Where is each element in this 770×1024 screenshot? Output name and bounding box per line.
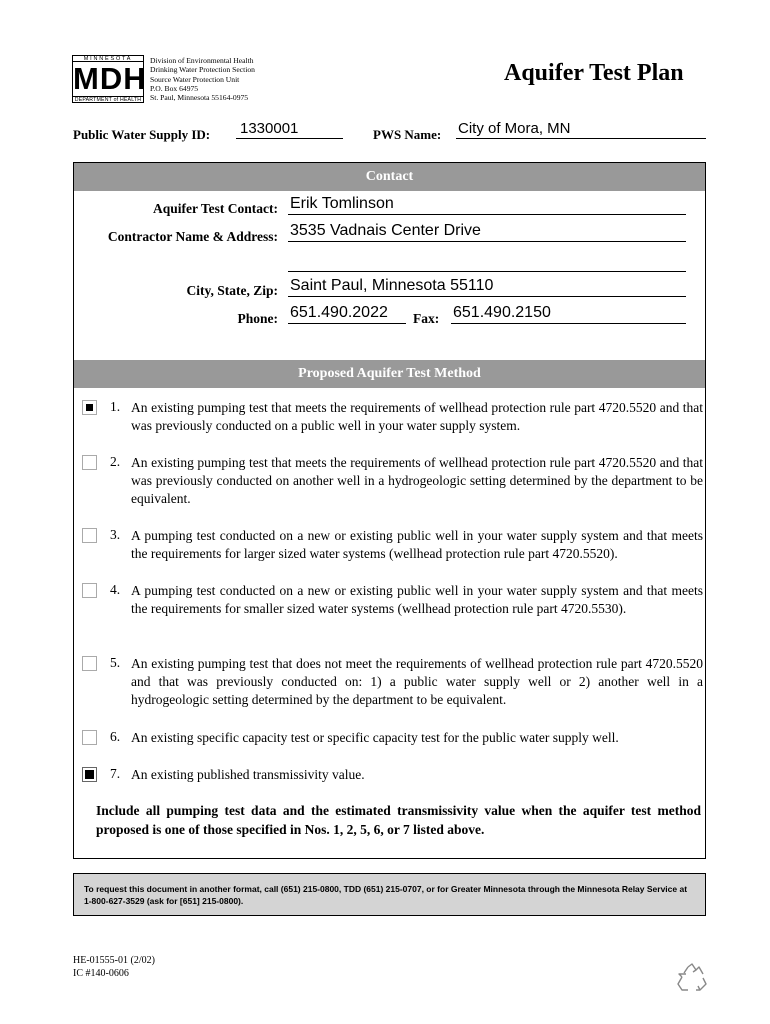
method-item-number: 1. bbox=[110, 399, 121, 414]
logo-bottom-text: DEPARTMENT of HEALTH bbox=[72, 96, 144, 103]
method-item-text: An existing pumping test that meets the requirements of wellhead protection rule part 4720.5520 and that was previously conducted on a public well in your water supply system. bbox=[131, 400, 703, 433]
method-checkbox-2[interactable] bbox=[82, 455, 97, 470]
aquifer-test-contact-field[interactable]: Erik Tomlinson bbox=[288, 195, 686, 215]
aquifer-test-contact-label: Aquifer Test Contact: bbox=[152, 201, 278, 216]
contractor-label: Contractor Name & Address: bbox=[107, 229, 278, 244]
method-item-text: An existing pumping test that does not meet the requirements of wellhead protection rule part 4720.5520 and that was previously conducted on: 1) a public water supply well or 2) another well in a hydrogeologic setting determined by the department to be equivalent. bbox=[131, 656, 703, 707]
phone-field[interactable]: 651.490.2022 bbox=[288, 304, 406, 324]
method-checkbox-3[interactable] bbox=[82, 528, 97, 543]
city-state-zip-label: City, State, Zip: bbox=[186, 283, 278, 298]
mdh-logo bbox=[72, 55, 147, 103]
method-item-number: 2. bbox=[110, 454, 121, 469]
method-item-number: 4. bbox=[110, 582, 121, 597]
pws-name-field[interactable]: City of Mora, MN bbox=[456, 121, 706, 139]
form-main-box bbox=[73, 162, 706, 859]
method-item-number: 6. bbox=[110, 729, 121, 744]
fax-label: Fax: bbox=[413, 311, 440, 326]
method-checkbox-4[interactable] bbox=[82, 583, 97, 598]
address-line: Drinking Water Protection Section bbox=[150, 65, 255, 75]
form-code bbox=[73, 954, 155, 980]
method-item-text: An existing specific capacity test or specific capacity test for the public water supply well. bbox=[131, 730, 619, 745]
form-number: HE-01555-01 (2/02) bbox=[73, 955, 155, 966]
method-item-text: A pumping test conducted on a new or existing public well in your water supply system and that meets the requirements for larger sized water systems (wellhead protection rule part 4720.5520). bbox=[131, 528, 703, 561]
method-checkbox-5[interactable] bbox=[82, 656, 97, 671]
method-item-text: A pumping test conducted on a new or existing public well in your water supply system and that meets the requirements for smaller sized water systems (wellhead protection rule part 4720.5530). bbox=[131, 583, 703, 616]
address-line: Source Water Protection Unit bbox=[150, 74, 240, 84]
pws-id-label: Public Water Supply ID: bbox=[73, 127, 211, 142]
document-title: Aquifer Test Plan bbox=[504, 60, 684, 86]
pws-name-label: PWS Name: bbox=[373, 127, 442, 142]
phone-label: Phone: bbox=[237, 311, 278, 326]
recycle-icon bbox=[676, 962, 708, 994]
method-item-number: 3. bbox=[110, 527, 121, 542]
logo-main-text: MDH bbox=[73, 61, 147, 96]
agency-address bbox=[150, 56, 255, 102]
address-line: Division of Environmental Health bbox=[150, 56, 254, 65]
contact-heading: Contact bbox=[74, 163, 705, 191]
fax-field[interactable]: 651.490.2150 bbox=[451, 304, 686, 324]
method-heading: Proposed Aquifer Test Method bbox=[74, 360, 705, 388]
method-checkbox-7[interactable] bbox=[82, 767, 97, 782]
address-line: St. Paul, Minnesota 55164-0975 bbox=[150, 93, 249, 103]
include-data-note: Include all pumping test data and the estimated transmissivity value when the aquifer test method proposed is one of those specified in Nos. 1, 2, 5, 6, or 7 listed above. bbox=[96, 803, 701, 837]
method-item-text: An existing published transmissivity value. bbox=[131, 767, 365, 782]
method-checkbox-6[interactable] bbox=[82, 730, 97, 745]
pws-id-field[interactable]: 1330001 bbox=[236, 121, 343, 139]
contractor-address-field-2[interactable] bbox=[288, 252, 686, 272]
city-state-zip-field[interactable]: Saint Paul, Minnesota 55110 bbox=[288, 277, 686, 297]
method-item-number: 7. bbox=[110, 766, 121, 781]
address-line: P.O. Box 64975 bbox=[150, 83, 199, 93]
logo-top-text: MINNESOTA bbox=[72, 55, 144, 62]
method-checkbox-1[interactable] bbox=[82, 400, 97, 415]
method-item-number: 5. bbox=[110, 655, 121, 670]
method-item-text: An existing pumping test that meets the requirements of wellhead protection rule part 4720.5520 and that was previously conducted on another well in a hydrogeologic setting determined by the department to be equivalent. bbox=[131, 455, 703, 506]
contractor-address-field[interactable]: 3535 Vadnais Center Drive bbox=[288, 222, 686, 242]
ic-number: IC #140-0606 bbox=[73, 968, 129, 979]
accessibility-note: To request this document in another format, call (651) 215-0800, TDD (651) 215-0707, or for Greater Minnesota through the Minnesota Relay Service at 1-800-627-3529 (ask for [651] 215-0800). bbox=[73, 873, 706, 916]
